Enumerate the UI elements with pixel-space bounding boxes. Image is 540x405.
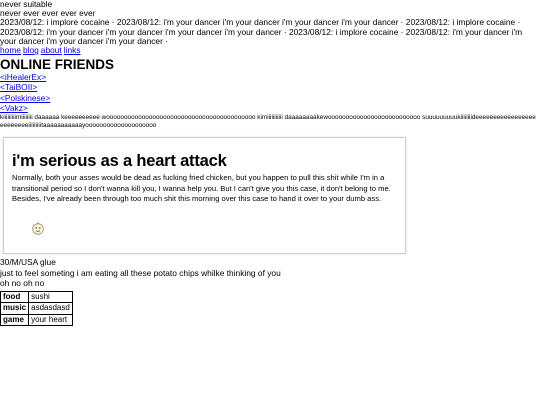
header-block	[0, 0, 540, 130]
card-body: Normally, both your asses would be dead as fucking fried chicken, but you happen to pull this shit while I'm in a transitional period so I don't wanna kill you, I wanna help you. But I can't give you this case, it don't belong to me. Besides, I've already been through too much shit this morning over this case to hand it over to your dumb ass.	[12, 173, 391, 204]
smiley-icon	[31, 221, 45, 235]
online-friends-heading: ONLINE FRIENDS	[0, 57, 115, 73]
friends-list	[0, 72, 540, 113]
nav-about-link[interactable]: about	[40, 45, 62, 56]
marquee-updates: 2023/08/12: i implore cocaine · 2023/08/12: i'm your dancer i'm your dancer i'm your dancer i'm your dancer · 2023/08/12: i implore cocaine · 2023/08/12: i'm your dancer i'm your dancer i'm your dancer i'm your dancer · 2023/08/12: i implore cocaine · 2023/08/12: i'm your dancer i'm your dancer i'm your dancer i'm your dancer ·	[0, 17, 523, 46]
nav-links-link[interactable]: links	[63, 45, 81, 56]
profile-stats: 30/M/USA glue	[0, 257, 56, 267]
table-row	[1, 291, 73, 303]
profile-exclaim: oh no oh no	[0, 278, 45, 288]
friend-link[interactable]: <TaiBOII>	[0, 82, 38, 93]
friend-link[interactable]: <Vakz>	[0, 102, 28, 113]
table-key: music	[1, 303, 29, 315]
nav-blog-link[interactable]: blog	[22, 45, 39, 56]
table-key: food	[1, 291, 29, 303]
table-row	[1, 314, 73, 326]
favorites-table	[0, 291, 73, 327]
friend-link[interactable]: <Polskinese>	[0, 92, 51, 103]
profile-status: just to feel someting i am eating all these potato chips whilke thinking of you	[0, 267, 281, 278]
nav-home-link[interactable]: home	[0, 45, 21, 56]
profile-block	[0, 257, 281, 326]
table-value: sushi	[29, 291, 73, 303]
scrawl-text: kiiiiiiiiimiiiiiiii daaaaaa keeeeeeeeee woooooooooooooooooooooooooooooooooooooooooo kimiiiiiiiiiii daaaaaaaakewoooooooooooooooooooooooooo suuuuuuuuukiiiiiiiideeeeeeeeeeeeeeeeeeeeeeeeeiiiiiiiiitaaaaaaaaaaayoooooooooooooooooooo	[0, 114, 536, 130]
quote-card	[3, 137, 406, 254]
tagline-2: never ever ever ever ever	[0, 8, 96, 19]
table-value: your heart	[29, 314, 73, 326]
card-title: i'm serious as a heart attack	[12, 152, 227, 170]
table-value: asdasdasd	[29, 303, 73, 315]
friend-link[interactable]: <iHealerEx>	[0, 72, 47, 83]
table-key: game	[1, 314, 29, 326]
nav-bar	[0, 46, 540, 55]
tagline-1: never suitable	[0, 0, 53, 9]
table-row	[1, 303, 73, 315]
